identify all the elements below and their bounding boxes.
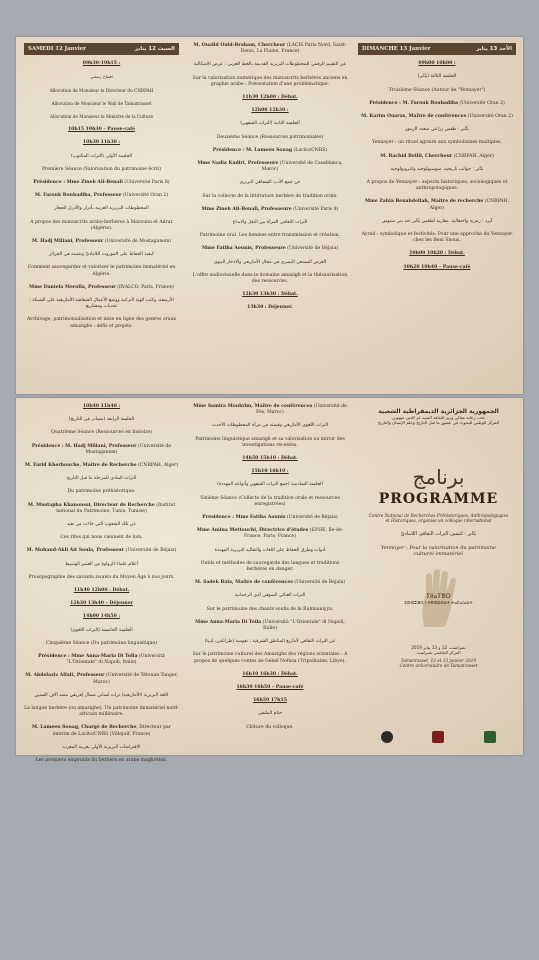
programme-entry: Allocution de Monsieur le Wali de Tamanrasset (51, 100, 152, 106)
arabic-text: الجلسة الثالثة (ينّاير) (417, 74, 457, 80)
date-ar: تمنراست، 12 و 13 يناير 2019 (411, 645, 466, 650)
programme-entry: Sur la collecte de la littérature berbère de tradition orale. (202, 193, 338, 199)
schedule-time: 09h30-10h15 : (82, 61, 121, 67)
programme-entry: Présidence : Mme Fatiha Aounis (Université de Béjaia) (202, 515, 338, 521)
arabic-text: التراث الثقافي المرأة بين النقل والابداع (232, 220, 308, 226)
arabic-text: افتتاح رسمي (90, 74, 113, 80)
arabic-text: الجلسة الأولى (التراث المكتوب) (70, 153, 133, 159)
republic-title: الجمهورية الجزائرية الديمقراطية الشعبية (378, 408, 499, 415)
arabic-text: أعلام علماء الزواوة من العصر الوسيط (65, 561, 138, 567)
arabic-text: آيرد : رمزية واحتفالية. مقاربة لطقس ينّاير عند بني سنوس (381, 218, 493, 224)
sunday-late-column (191, 404, 349, 749)
saturday-column (24, 43, 179, 388)
programme-entry: M. Oualid Ould-Braham, Chercheur (LACIS Paris Nord, Saint-Denis, La Plaine, France) (193, 43, 347, 55)
center-name-fr: Centre National de Recherches Préhistoriques, Anthropologiques et Historiques, organise un colloque international (368, 513, 509, 523)
programme-entry: L'offre audiovisuelle dans le domaine amazigh et la thésaurisation des ressources. (192, 272, 348, 285)
programme-entry: Présidence : M. Lameen Souag (Lacito/CNRS) (212, 147, 328, 153)
programme-entry: Présidence : M. Farouk Bouhadiba (Université Oran 2) (369, 100, 505, 106)
programme-entry: La langue berbère (ou amazighe). Un patrimoine immatériel nord-africain millénaire. (24, 706, 179, 718)
programme-entry: Mme Samira Moukrim, Maître de conférences (Université de Fès, Maroc) (193, 404, 347, 416)
day-header-ar: الأحد 13 يناير (476, 46, 512, 52)
schedule-time: 11h40 12h00 : Débat. (73, 588, 130, 594)
schedule-time: 12h00 12h30 : (251, 108, 289, 114)
schedule-time: 16h30 16h50 – Pause-café (236, 685, 304, 691)
center-name-ar: المركز الوطني للبحوث في عصور ما قبل التاريخ وعلم الإنسان والتاريخ (377, 420, 500, 425)
programme-entry: M. Abdelaziz Allati, Professeur (Université de Tétouan-Tanger, Maroc) (25, 673, 178, 685)
programme-entry: Sur la valorisation numérique des manuscrits berbères anciens en graphie arabe : Présentation d'une problématique. (192, 75, 348, 87)
schedule-time: 10h15 10h30 – Pause-café (67, 127, 136, 133)
day-header-ar: السبت 12 يناير (134, 46, 175, 52)
day-header-saturday (24, 43, 179, 55)
arabic-text: أدوات وطرق الحفاظ على اللغات والتقاليد البربرية المهددة (214, 547, 326, 553)
programme-entry: A propos de Yennayer : aspects historiques, sociologiques et anthropologiques. (366, 180, 508, 192)
programme-page-2 (16, 398, 523, 764)
sunday-afternoon-column (24, 404, 179, 764)
place-ar: المركز الجامعي تمنراست (416, 650, 461, 655)
place-fr: Centre universitaire de Tamanrasset (399, 663, 478, 668)
programme-entry: Comment sauvegarder et valoriser le patrimoine immatériel en Algérie. (27, 265, 176, 277)
schedule-time: 10h00 10h20 : Débat. (409, 251, 465, 257)
partner-logos (361, 731, 516, 743)
schedule-time: 10h30 11h30 : (82, 140, 121, 146)
programme-entry: Mme Fatiha Aounis, Professeure (Université de Béjaia) (202, 246, 338, 252)
schedule-time: 09h00 10h00 : (418, 61, 456, 67)
programme-entry: Mme Anna-Maria Di Tolla (Università "L'Orientale" di Napoli, Italie) (195, 619, 345, 632)
patronage-text: تحت رعاية معالي وزير الثقافة السيد عز الدين ميهوبي (392, 415, 485, 420)
programme-entry: Ayred : symbolique et festivités. Pour une approche du Yennayer chez les Beni Snous. (361, 232, 513, 244)
arabic-text: عن تلك الشعوب التي جاءت من بعيد (66, 522, 137, 528)
schedule-time: 10h20 10h40 – Pause-café (403, 264, 471, 270)
schedule-time: 14h50 15h10 : Débat. (242, 456, 298, 462)
arabic-text: العرض السمعي البصري في مجال الأمازيغي والادخار النبوي (213, 259, 327, 265)
programme-entry: Mme Zahia Benabdellah, Maître de recherche (CNRPAH, Alger) (364, 199, 510, 211)
programme-entry: M. Lameen Souag, Chargé de Recherche, Directeur par intérim de Lacito/CNRS (Villejuif, France) (31, 725, 171, 737)
programme-entry: M. Mohand-Akli Aït Soula, Professeur (Université de Béjaia) (26, 548, 177, 554)
theme-ar: ينّاير : لتثمين التراث الثقافي اللاماديّ (400, 531, 477, 537)
programme-entry: Présidence : Mme Anna-Maria Di Tolla (Università "L'Orientale" di Napoli, Italie) (38, 654, 165, 666)
arabic-text: المخطوطات البربرية العربية بأدرار والأدرار الحجار (54, 206, 149, 212)
schedule-time: 16h10 16h30 : Débat. (242, 671, 298, 677)
programme-entry: Quatrième Séance (Ressources en histoire) (51, 430, 152, 436)
saturday-continued-column (191, 43, 349, 388)
programme-entry: Patrimoine oral. Les femmes entre transmission et création. (199, 233, 341, 239)
arabic-text: الأرشفة، وكتب الهبة التراثية ووضع الأعمال الشفاهية الأمازيغية على الشبكة : تحديات ومشاريع (29, 298, 174, 310)
programme-entry: Sur le patrimoine culturel des Amazighs des régions orientales : A propos de quelques contes de Gebel Nefusa (Tripolitaine, Libye). (192, 652, 348, 664)
arabic-text: الجلسة السادسة (جمع التراث الشفهي وأنواعه المهددة) (217, 482, 323, 488)
programme-entry: Allocution de Monsieur le Directeur du CNRPAH (49, 87, 154, 93)
programme-entry: A propos des manuscrits arabo-berbères à Mazouna et Adrar (Algérie). (30, 219, 173, 231)
programme-entry: M. Farouk Bouhadiba, Professeur (Université Oran 2) (34, 193, 169, 199)
programme-entry: Archivage, patrimonialisation et mise en ligne des genres oraux amazighs : défis et projets. (26, 317, 177, 329)
arabic-text: عن جمع الأدب الشفاهي البربري (239, 180, 301, 186)
arabic-text: الجلسة الثانية (التراث الشفهي) (240, 121, 300, 127)
tifinagh-title: ⵢⵏⵏⴰⵢⴻⵔ (426, 593, 451, 600)
schedule-time: 10h40 11h40 : (82, 404, 121, 409)
programme-entry: Clôture du colloque. (246, 724, 294, 730)
cover-panel (361, 404, 516, 747)
programme-entry: Mme Daniela Merolla, Professeur (INALCO, Paris, France) (29, 284, 174, 290)
partner-logo (484, 731, 496, 743)
programme-entry: Première Séance (Valorisation du patrimoine écrit) (41, 166, 162, 172)
programme-entry: Présidence : M. Hadj Miliani, Professeur (Université de Mostaganem) (31, 443, 172, 455)
programme-entry: Prosopographie des savants zwawa du Moyen Âge à nos jours. (28, 574, 175, 580)
day-header-fr: DIMANCHE 13 Janvier (362, 46, 431, 52)
programme-entry: Mme Zineb Ali-Benali, Professeure (Université Paris 8) (201, 206, 339, 212)
arabic-text: عن التقييم الرقمي للمخطوطات البربرية القديمة بالخط العربي : عرض الاشكالية (193, 62, 347, 68)
day-header-fr: SAMEDI 12 Janvier (28, 46, 87, 52)
programme-entry: Du patrimoine préhistorique. (67, 489, 136, 495)
programme-entry: Mme Amina Mettouchi, Directrice d'études (EPHE, Ile-de-France, Paris, France) (196, 528, 344, 540)
arabic-text: الجلسة الرابعة (مصادر في التاريخ) (68, 417, 135, 423)
arabic-text: الاقتراضات البربرية الأولى بعربية المغرب (62, 744, 141, 750)
arabic-text: ختام الملتقى (257, 711, 283, 717)
partner-logo (381, 731, 393, 743)
arabic-text: ينّاير : جوانب تاريخية، سوسيولوجية وانثروبولوجية (390, 166, 484, 172)
programme-entry: Yennayer : un rituel agraire aux symbolismes multiples. (372, 140, 502, 146)
sunday-column (358, 43, 516, 388)
programme-entry: 13h30 : Déjeuner. (247, 305, 293, 311)
arabic-text: اللغة البربرية (الأمازيغية) تراث لساني شمال إفريقي ممتد آلاف السنين (34, 692, 169, 698)
schedule-time: 12h30 13h40 – Déjeuner (70, 601, 133, 607)
programme-entry: M. Karim Ouaras, Maître de conférences (Université Oran 2) (361, 114, 513, 120)
schedule-time: 16h50 17h15 (253, 698, 287, 704)
arabic-text: عن التراث الثقافي لأمازيغ المناطق الشرقية : نفوسة (طرابلس، ليبيا) (204, 639, 336, 645)
programme-entry: M. Hadj Miliani, Professeur (Université de Mostaganem) (31, 239, 172, 245)
programme-entry: M. Farid Kherbouche, Maître de Recherche (CNRPAH, Alger) (24, 463, 179, 469)
programme-entry: Patrimoine linguistique amazigh et sa valorisation au miroir des investigations récentes. (195, 436, 345, 448)
programme-entry: Sixième Séance (Collecte de la tradition orale et ressources enregistrées) (200, 495, 340, 507)
arabic-text: التراث الغنائي الصوفي لدى الرحمانية (234, 593, 306, 599)
programme-entry: Les premiers emprunts du berbère en arabe maghrébin. (35, 758, 168, 764)
programme-title-fr: PROGRAMME (378, 491, 499, 507)
programme-page-1 (16, 37, 523, 394)
programme-entry: M. Mustapha Khanoussi, Directeur de Recherche (Institut national du Patrimoine, Tunis, Tunisie) (27, 502, 176, 514)
date-fr: Tamanrasset, 12 et 13 janvier 2019 (400, 658, 477, 663)
schedule-time: 12h30 13h30 : Débat. (242, 292, 298, 298)
programme-entry: Sur le patrimoine des chants soufis de la Rahmaniyya. (206, 606, 334, 612)
programme-entry: M. Sadek Bala, Maître de conférences (Université de Béjaia) (194, 580, 346, 586)
programme-entry: Troisième Séance (Autour de "Yennayer") (388, 87, 486, 93)
programme-entry: Deuxième Séance (Ressources patrimoniales) (216, 134, 324, 140)
schedule-time: 14h00 14h50 : (82, 614, 121, 620)
theme-fr: Yennayer : Pour la valorisation du patrimoine culturel immatériel (381, 545, 496, 557)
day-header-sunday (358, 43, 516, 55)
programme-entry: Ces rites qui nous viennent de loin. (60, 535, 143, 541)
arabic-text: التراث المادي للمرحلة ما قبل التاريخ (66, 476, 137, 482)
programme-entry: Cinquième Séance (Du patrimoine linguistique) (45, 640, 158, 646)
schedule-time: 15h10 16h10 : (251, 469, 289, 475)
programme-entry: Présidence : Mme Zineb Ali-Benali (Université Paris 8) (33, 180, 170, 186)
arabic-text: الجلسة الخامسة (التراث اللغوي) (70, 627, 133, 633)
programme-entry: Allocution de Monsieur le Ministre de la Culture (49, 114, 154, 120)
arabic-text: كيفية الحفاظ على الموروث اللاماديّ وتثمينه في الجزائر (48, 252, 155, 258)
tifinagh-subtitle: ⵉⵙⵙⵓⴼⴷ ⵏ ⵜⴽⵙⵙⵉⵡⵜ ⵜⴰⵎⴰⵏⴰⵡⵜ (404, 600, 473, 605)
programme-entry: Mme Nadia Kadiri, Professeure (Université de Casablanca, Maroc) (197, 161, 343, 173)
programme-entry: Outils et méthodes de sauvegarde des langues et traditions berbères en danger. (200, 560, 340, 573)
programme-title-ar: برنامج (412, 465, 465, 489)
schedule-time: 11h30 12h00 : Débat. (242, 95, 298, 101)
partner-logo (432, 731, 444, 743)
arabic-text: ينّاير : طقس زراعي متعدد الرموز (405, 127, 469, 133)
arabic-text: التراث اللغوي الأمازيغي وقيمته في مرآة المخطوطات الأحدث (211, 423, 329, 429)
programme-entry: M. Rachid Bellil, Chercheur (CNRPAH, Alger) (380, 153, 494, 159)
